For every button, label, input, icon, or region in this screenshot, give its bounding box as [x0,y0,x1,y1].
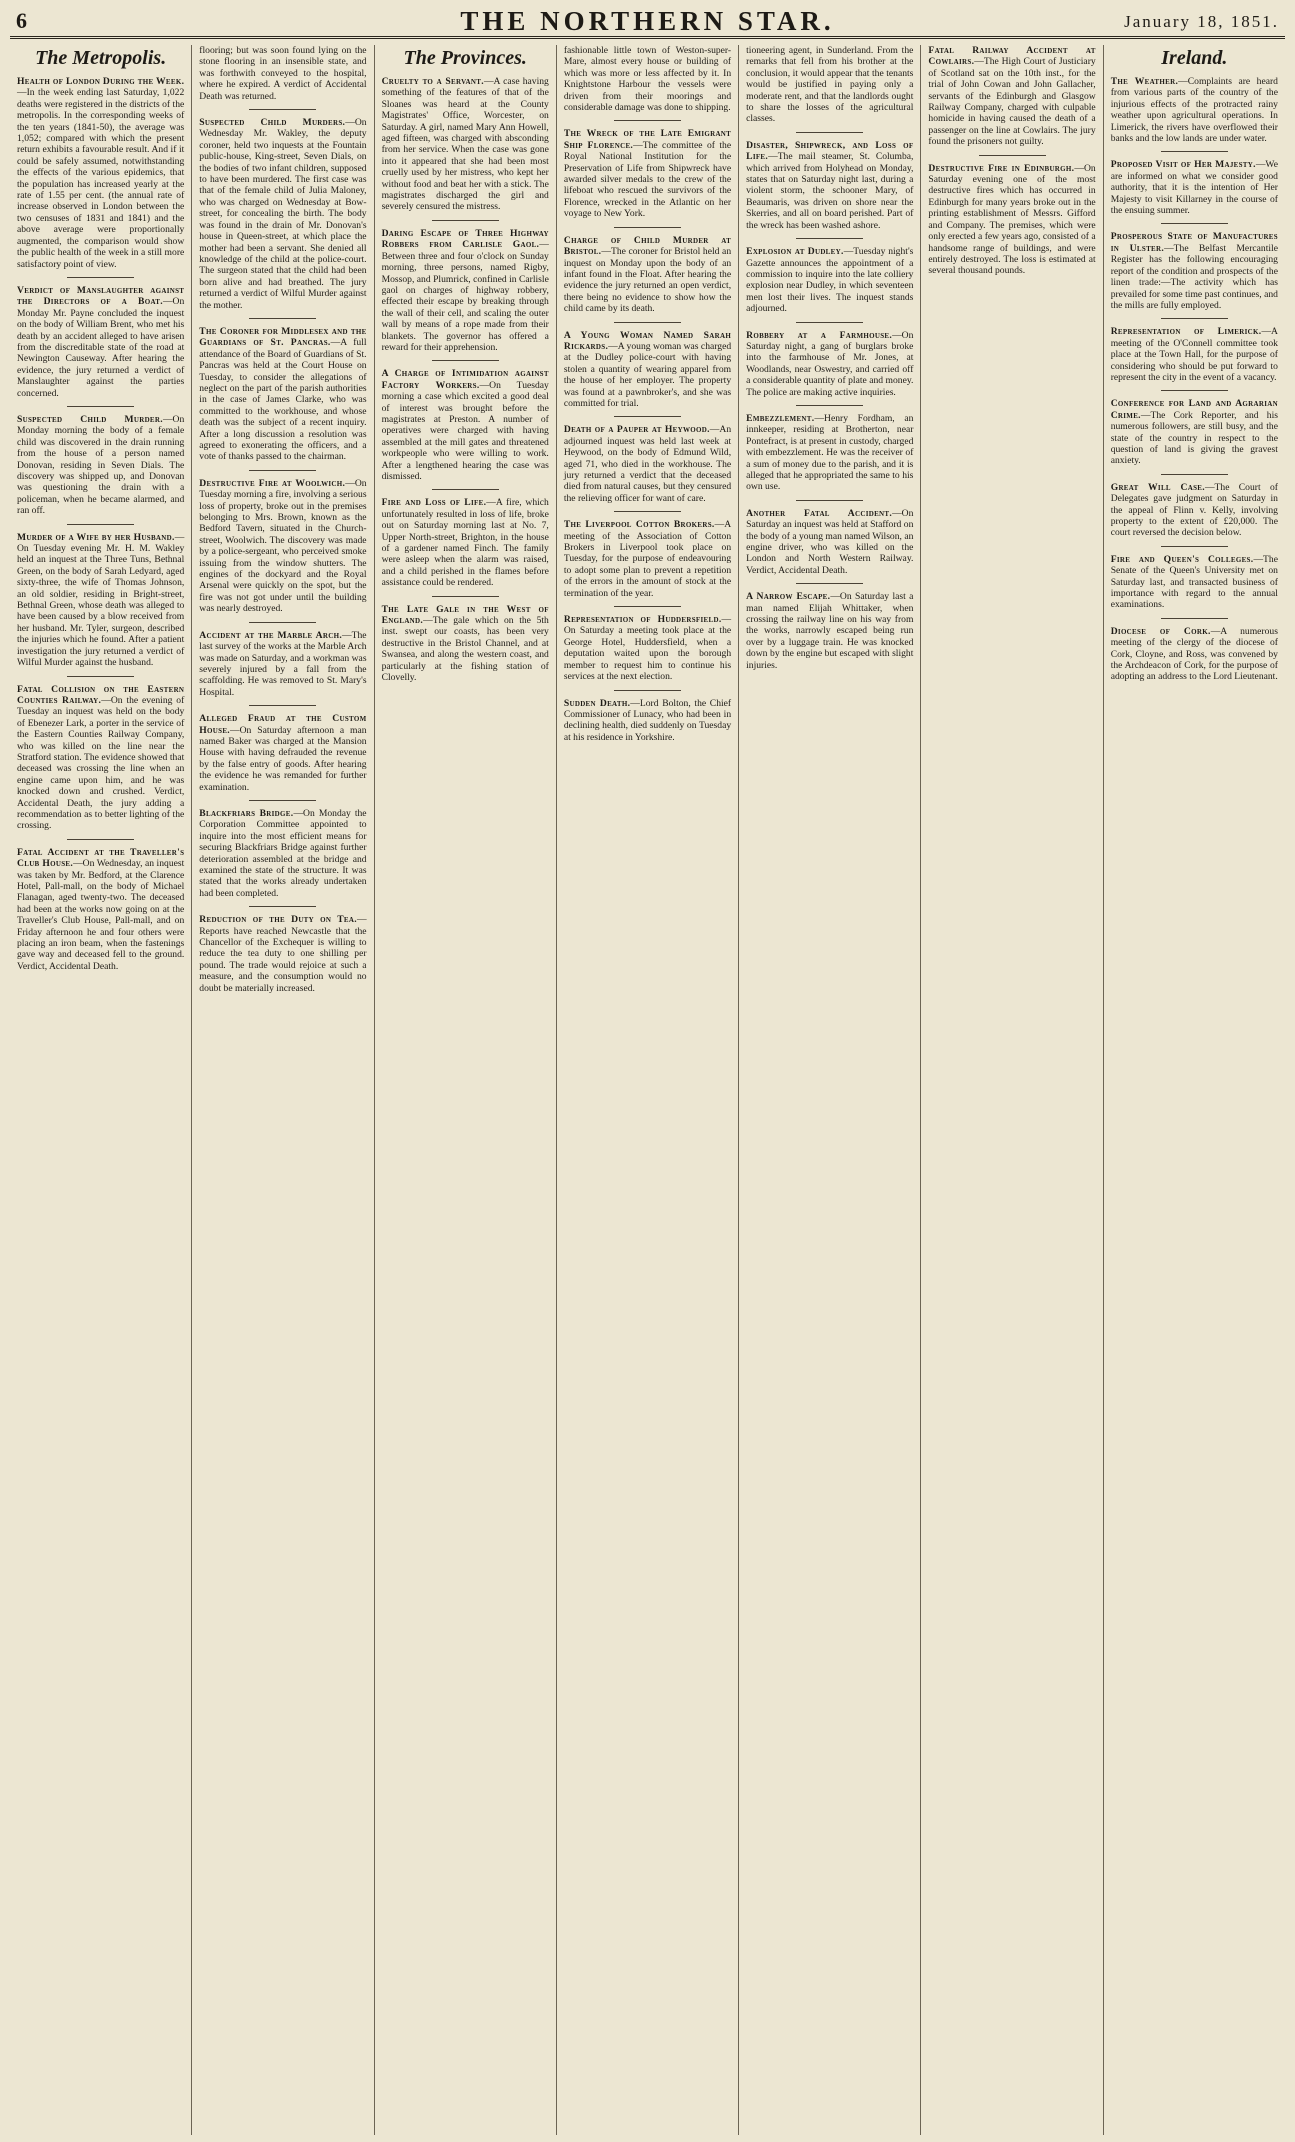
issue-date: January 18, 1851. [1124,12,1279,31]
article-divider [249,318,316,319]
article-body: —A meeting of the O'Connell committee took place at the Town Hall, for the purpose of considering who should be put forward to represent the city in the event of a vacancy. [1110,326,1278,383]
article-divider [979,155,1046,156]
article [1111,159,1278,216]
article-headline: Death of a Pauper at Heywood. [563,424,710,436]
article [17,76,184,270]
article-headline: Charge of Child Murder at Bristol. [563,234,732,258]
article [199,713,366,793]
article-headline: Sudden Death. [563,697,631,709]
article-headline: The Late Gale in the West of England. [381,603,549,627]
article-headline: A Charge of Intimidation against Factory Workers. [381,368,549,391]
article [382,604,549,684]
article-headline: Alleged Fraud at the Custom House. [199,713,367,736]
article-headline: Prosperous State of Manufactures in Ulster. [1110,231,1278,254]
article-divider [249,800,316,801]
article-body: —The High Court of Justiciary of Scotland sat on the 10th inst., for the trial of John Cowan and John Gallacher, servants of the Edinburgh and Glasgow Railway Company, charged with culpable homicide in having caused the death of a passenger on the line at Cowlairs. The jury found the prisoners not guilty. [928,56,1096,148]
article-divider [249,470,316,471]
article-body: —The gale which on the 5th inst. swept our coasts, has been very destructive in the Bristol Channel, and at Swansea, and along the western coast, and particularly at the fishing station of Clovelly. [381,615,549,684]
article [1111,76,1278,144]
article-body: —On Tuesday morning a fire, involving a serious loss of property, broke out in the premises belonging to Mrs. Brown, known as the Bedford Tavern, situated in the Church-street, Woolwich. The discovery was made by a police-sergeant, who perceived smoke issuing from the window shutters. The engines of the dockyard and the Royal Arsenal were quickly on the spot, but the fire was not got under until the building was nearly destroyed. [199,477,367,615]
column-1 [10,45,191,2135]
article [199,914,366,994]
article-body: —A fire, which unfortunately resulted in loss of life, broke out on Saturday morning last at No. 7, Upper North-street, Brighton, in the house of a gardener named Finch. The family were asleep when the alarm was raised, and a child perished in the flames before assistance could be rendered. [381,497,549,589]
article-body: —The Senate of the Queen's University met on Saturday last, and transacted business of importance with regard to the annual examinations. [1110,553,1278,611]
article [17,684,184,832]
article-headline: Disaster, Shipwreck, and Loss of Life. [746,139,914,163]
article-body: —On Saturday afternoon a man named Baker was charged at the Mansion House with having defrauded the revenue by the false entry of goods. After hearing the evidence he was remanded for further examination. [199,724,367,793]
article [199,808,366,899]
article [17,847,184,972]
masthead [10,6,1285,39]
article-body: —On Wednesday, an inquest was taken by Mr. Bedford, at the Clarence Hotel, Pall-mall, on the body of Michael Flanagan, aged twenty-two. The deceased had been at the works now going on at the Traveller's Club House, Pall-mall, and on Friday afternoon he and four others were placing an iron beam, when the fastenings gave way and deceased fell to the ground. Verdict, Accidental Death. [17,858,185,972]
article-body: —The committee of the Royal National Institution for the Preservation of Life from Shipwreck have awarded silver medals to the crew of the lifeboat who rescued the survivors of the Florence, wrecked in the Atlantic on her voyage to New York. [563,139,732,220]
section-heading: Ireland. [1161,47,1228,69]
article [564,424,731,504]
article-body: —A young woman was charged at the Dudley police-court with having stolen a quantity of wearing apparel from the house of her employer. The property was found at a pawnbroker's, and she was committed for trial. [563,340,732,409]
article-divider [796,500,863,501]
article-headline: Fire and Queen's Colleges. [1110,553,1254,565]
article-body: —The Belfast Mercantile Register has the following encouraging report of the condition and prospects of the linen trade:—The activity which has prevailed for some time past continues, and the mills are fully employed. [1110,242,1278,311]
article-divider [249,109,316,110]
article-divider [614,606,681,607]
article-headline: Cruelty to a Servant. [381,76,484,87]
article-divider [1161,223,1228,224]
article-divider [67,406,134,407]
article-divider [796,132,863,133]
article-body: —On Monday the Corporation Committee appointed to inquire into the most efficient means for securing Blackfriars Bridge against further deterioration assembled at the bridge and examined the state of the structure. It was stated that the works already undertaken had been completed. [199,807,367,899]
article-body: —On Monday Mr. Payne concluded the inquest on the body of William Brent, who met his death by an accident alleged to have arisen from the discreditable state of the road at Newington Causeway. After hearing the evidence, the jury returned a verdict of Manslaughter against the parties concerned. [17,296,185,399]
article-body: —An adjourned inquest was held last week at Heywood, on the body of Edmund Wild, aged 71, who died in the workhouse. The jury returned a verdict that the deceased died from natural causes, but they censured the relieving officer for want of care. [563,424,732,504]
article [199,630,366,698]
article-headline: A Young Woman Named Sarah Rickards. [563,329,732,352]
article-divider [249,705,316,706]
article-headline: Conference for Land and Agrarian Crime. [1110,398,1278,421]
article-divider [67,839,134,840]
column-grid [10,45,1285,2135]
article-headline: Representation of Limerick. [1110,326,1262,338]
article [1111,231,1278,311]
article-headline: Representation of Huddersfield. [563,614,722,626]
article-body: —Lord Bolton, the Chief Commissioner of Lunacy, who had been in declining health, died suddenly on Tuesday at his residence in Yorkshire. [563,697,732,743]
article [382,76,549,213]
article-body: —A full attendance of the Board of Guardians of St. Pancras was held at the Court House on Tuesday, to consider the allegations of neglect on the part of the parish authorities in the case of James Clarke, who was committed to the workhouse, and whose death was the subject of a recent inquiry. After a long discussion a resolution was agreed to exonerating the officers, and a vote of thanks passed to the chairman. [199,337,367,463]
article-body: —The Court of Delegates gave judgment on Saturday in the appeal of Flinn v. Kelly, involving property to the extent of £20,000. The court reversed the decision below. [1110,481,1278,539]
article [199,45,366,102]
article-body: —On Tuesday evening Mr. H. M. Wakley held an inquest at the Three Tuns, Bethnal Green, on the body of Sarah Ledyard, aged sixty-three, the wife of Thomas Johnson, an old soldier, residing in Bright-street, Bethnal Green, whose death was alleged to have been caused by a blow received from her husband. Mr. Tyler, surgeon, described the injuries which he found. After a patient investigation the jury returned a verdict of Wilful Murder against the husband. [17,531,185,669]
article [564,45,731,113]
article [564,614,731,682]
article-body: —On Saturday a meeting took place at the George Hotel, Huddersfield, when a deputation waited upon the borough member to request him to continue his services at the next election. [563,614,732,683]
article-body: —On Saturday last a man named Elijah Whittaker, when crossing the railway line on his way from the works, narrowly escaped being run over by a luggage train. He was knocked down by the engine but escaped with slight injuries. [746,591,914,671]
article-body: fashionable little town of Weston-super-Mare, almost every house or building of which was more or less affected by it. In Knightstone Harbour the vessels were driven from their moorings and considerable damage was done to shipping. [563,45,732,114]
article-divider [67,676,134,677]
article-body: —On Saturday night, a gang of burglars broke into the farmhouse of Mr. Jones, at Woodlands, near Oswestry, and carried off a considerable quantity of plate and money. The police are making active inquiries. [746,329,914,398]
article [746,140,913,231]
article-headline: Daring Escape of Three Highway Robbers from Carlisle Gaol. [381,227,549,251]
article [746,591,913,671]
article-headline: A Narrow Escape. [746,591,831,603]
article [382,368,549,482]
article-body: —On Saturday evening one of the most destructive fires which has occurred in Edinburgh for many years broke out in the printing establishment of Messrs. Gifford and Company. The premises, which were only erected a few years ago, consisted of a handsome range of buildings, and were entirely destroyed. The loss is estimated at several thousand pounds. [928,162,1096,277]
article-headline: Fatal Accident at the Traveller's Club House. [17,846,185,870]
article-divider [432,489,499,490]
article [746,45,913,125]
article-headline: The Liverpool Cotton Brokers. [563,519,715,531]
article-headline: Embezzlement. [746,412,815,424]
article [382,228,549,353]
article-body: —On Tuesday morning a case which excited a good deal of interest was brought before the magistrates at Preston. A number of operatives were charged with having assembled at the mill gates and threatened workpeople who were willing to work. After a lengthened hearing the case was dismissed. [381,379,549,482]
article-headline: Reduction of the Duty on Tea. [199,914,357,926]
article-headline: Proposed Visit of Her Majesty. [1110,159,1256,171]
column-5 [738,45,920,2135]
article [564,128,731,219]
article [199,478,366,615]
newspaper-title: THE NORTHERN STAR. [460,6,835,36]
article-headline: The Coroner for Middlesex and the Guardians of St. Pancras. [199,325,367,349]
article [1111,326,1278,383]
article-body: —Between three and four o'clock on Sunday morning, three persons, named Rigby, Mossop, and Plumrick, confined in Carlisle gaol on charges of highway robbery, effected their escape by breaking through the wall of their cell, and scaling the outer wall by means of a rope made from their blankets. The governor has offered a reward for their apprehension. [381,239,549,353]
column-7 [1103,45,1285,2135]
article-divider [614,511,681,512]
article-divider [614,690,681,691]
article-body: —On Monday morning the body of a female child was discovered in the drain running from the house of a person named Donovan, residing in Seven Dials. The discovery was shipped up, and Donovan was questioning the drain with a policeman, when he became alarmed, and ran off. [17,413,185,517]
article-headline: Blackfriars Bridge. [199,807,294,819]
article [1111,482,1278,539]
article-divider [796,405,863,406]
article [17,414,184,517]
article-divider [614,120,681,121]
article [746,508,913,576]
article-body: —The coroner for Bristol held an inquest on Monday upon the body of an infant found in the Float. After hearing the evidence the jury returned an open verdict, there being no evidence to show how the child came by its death. [563,246,732,315]
article-divider [432,596,499,597]
article-body: flooring; but was soon found lying on the stone flooring in an insensible state, and was forthwith conveyed to the hospital, where he expired. A verdict of Accidental Death was returned. [199,45,367,102]
page-number: 6 [16,8,27,33]
article-body: —Tuesday night's Gazette announces the appointment of a commission to inquire into the late colliery explosion near Dudley, in which seventeen men lost their lives. The inquest stands adjourned. [746,246,914,315]
article-headline: Great Will Case. [1110,481,1205,493]
article [17,285,184,399]
article-divider [1161,390,1228,391]
article-headline: Suspected Child Murders. [199,117,346,129]
article-headline: Accident at the Marble Arch. [199,629,343,641]
article-divider [432,360,499,361]
article-divider [249,622,316,623]
article-divider [67,524,134,525]
article-headline: Explosion at Dudley. [746,246,844,258]
article-divider [432,220,499,221]
article-body: —Complaints are heard from various parts of the country of the injurious effects of the protracted rainy weather upon agricultural operations. In Limerick, the rivers have overflowed their banks and the low lands are under water. [1110,76,1278,145]
article-divider [67,277,134,278]
article-body: —A case having something of the features of that of the Sloanes was heard at the County Magistrates' Office, Worcester, on Saturday. A girl, named Mary Ann Howell, aged fifteen, was charged with absconding from her service. When the case was gone into it appeared that she had been most cruelly used by her mistress, who kept her without food and beat her with a stick. The magistrates discharged the girl and severely censured the mistress. [381,76,549,213]
section-heading: The Metropolis. [35,47,167,69]
column-2 [191,45,373,2135]
section-heading: The Provinces. [403,47,527,69]
article [746,413,913,493]
article-headline: Another Fatal Accident. [746,507,893,519]
article-headline: Robbery at a Farmhouse. [746,329,893,341]
article-headline: The Wreck of the Late Emigrant Ship Florence. [563,128,732,151]
article-divider [1161,474,1228,475]
article-body: —A numerous meeting of the clergy of the diocese of Cork, Cloyne, and Ross, was convened by the Archdeacon of Cork, for the purpose of adopting an address to the Lord Lieutenant. [1110,625,1278,683]
article-headline: Health of London During the Week. [17,76,185,87]
article-headline: Murder of a Wife by her Husband. [17,531,175,543]
article-headline: Verdict of Manslaughter against the Directors of a Boat. [17,284,185,308]
article-divider [796,583,863,584]
column-4 [556,45,738,2135]
article-body: —The Cork Reporter, and his numerous followers, are still busy, and the state of the country in respect to the question of land is giving the gravest anxiety. [1110,409,1278,467]
article [564,698,731,744]
article [1111,554,1278,611]
article-divider [614,227,681,228]
article-body: tioneering agent, in Sunderland. From the remarks that fell from his brother at the conclusion, it would appear that the tenants would be justified in paying only a moderate rent, and that the landlords ought to share the losses of the agricultural classes. [746,45,914,125]
article-headline: Suspected Child Murder. [17,413,163,425]
article-body: —Reports have reached Newcastle that the Chancellor of the Exchequer is willing to reduce the tea duty to one shilling per pound. The trade would rejoice at such a measure, and the consumption would no doubt be materially increased. [199,914,367,994]
article-divider [1161,151,1228,152]
article-divider [614,416,681,417]
article [564,519,731,599]
article [17,532,184,669]
article-headline: Diocese of Cork. [1110,625,1211,637]
article-divider [1161,618,1228,619]
article-headline: Fatal Collision on the Eastern Counties Railway. [17,683,185,706]
article-divider [614,322,681,323]
article [746,246,913,314]
column-3 [374,45,556,2135]
article-divider [1161,546,1228,547]
article [746,330,913,398]
article [199,117,366,311]
article-headline: The Weather. [1110,76,1179,87]
article-divider [249,906,316,907]
article-headline: Fire and Loss of Life. [381,497,487,509]
article [564,330,731,410]
article-headline: Destructive Fire at Woolwich. [199,477,346,489]
article-body: —Henry Fordham, an innkeeper, residing at Brotherton, near Pontefract, is at present in custody, charged with embezzlement. He was the receiver of a sum of money due to the parish, and it is alleged that he appropriated the same to his own use. [746,412,914,493]
article-body: —We are informed on what we consider good authority, that it is the intention of Her Majesty to visit Killarney in the course of the ensuing summer. [1110,159,1278,217]
article-body: —On the evening of Tuesday an inquest was held on the body of Ebenezer Lark, a porter in the service of the Eastern Counties Railway Company, who was killed on the line near the Stratford station. The evidence showed that deceased was crossing the line when an engine came upon him, and he was knocked down and crushed. Verdict, Accidental Death, the jury adding a recommendation as to better lighting of the crossing. [17,694,185,832]
article-body: —On Saturday an inquest was held at Stafford on the body of a young man named Wilson, an engine driver, who was killed on the London and North Western Railway. Verdict, Accidental Death. [746,507,914,576]
article-divider [1161,318,1228,319]
article-headline: Destructive Fire in Edinburgh. [928,162,1075,174]
article [1111,626,1278,683]
article-body: —In the week ending last Saturday, 1,022 deaths were registered in the districts of the metropolis. In the corresponding weeks of the ten years (1841-50), the average was 1,052; compared with which the present return exhibits a favourable result. And if it could be safely assumed, notwithstanding the effects of the various epidemics, that the population has increased yearly at the rate of 1.55 per cent. (the annual rate of increase observed in London between the two censuses of 1831 and 1841) and the above average were proportionally augmented, the comparison would show the public health of the week in a still more satisfactory point of view. [17,87,185,270]
article-body: —On Wednesday Mr. Wakley, the deputy coroner, held two inquests at the Fountain public-house, King-street, Seven Dials, on the bodies of two infant children, supposed to have been murdered. The first case was that of the female child of Julia Maloney, who was charged on Wednesday at Bow-street, for concealing the birth. The body was found in the drain of Mr. Donovan's house in Queen-street, at which place the mother had been a servant. She denied all knowledge of the child at the police-court. The surgeon stated that the child had been born alive and had breathed. The jury returned a verdict of Wilful Murder against the mother. [199,117,367,311]
article-divider [796,238,863,239]
article [382,497,549,588]
article-divider [796,322,863,323]
article [564,235,731,315]
article-body: —A meeting of the Association of Cotton Brokers in Liverpool took place on Tuesday, for the purpose of endeavouring to adopt some plan to prevent a repetition of the errors in the amount of stock at the termination of the year. [563,519,732,599]
article-body: —The mail steamer, St. Columba, which arrived from Holyhead on Monday, states that on Saturday night last, during a violent storm, the schooner Mary, of Beaumaris, was driven on shore near the Skerries, and all on board perished. Part of the wreck has been washed ashore. [746,151,914,231]
article [1111,398,1278,466]
article-headline: Fatal Railway Accident at Cowlairs. [928,45,1096,68]
article-body: —The last survey of the works at the Marble Arch was made on Saturday, and a workman was severely injured by a fall from the scaffolding. He was removed to St. Mary's Hospital. [199,629,367,698]
article [928,45,1095,148]
article [199,326,366,463]
column-6 [920,45,1102,2135]
article [928,163,1095,277]
